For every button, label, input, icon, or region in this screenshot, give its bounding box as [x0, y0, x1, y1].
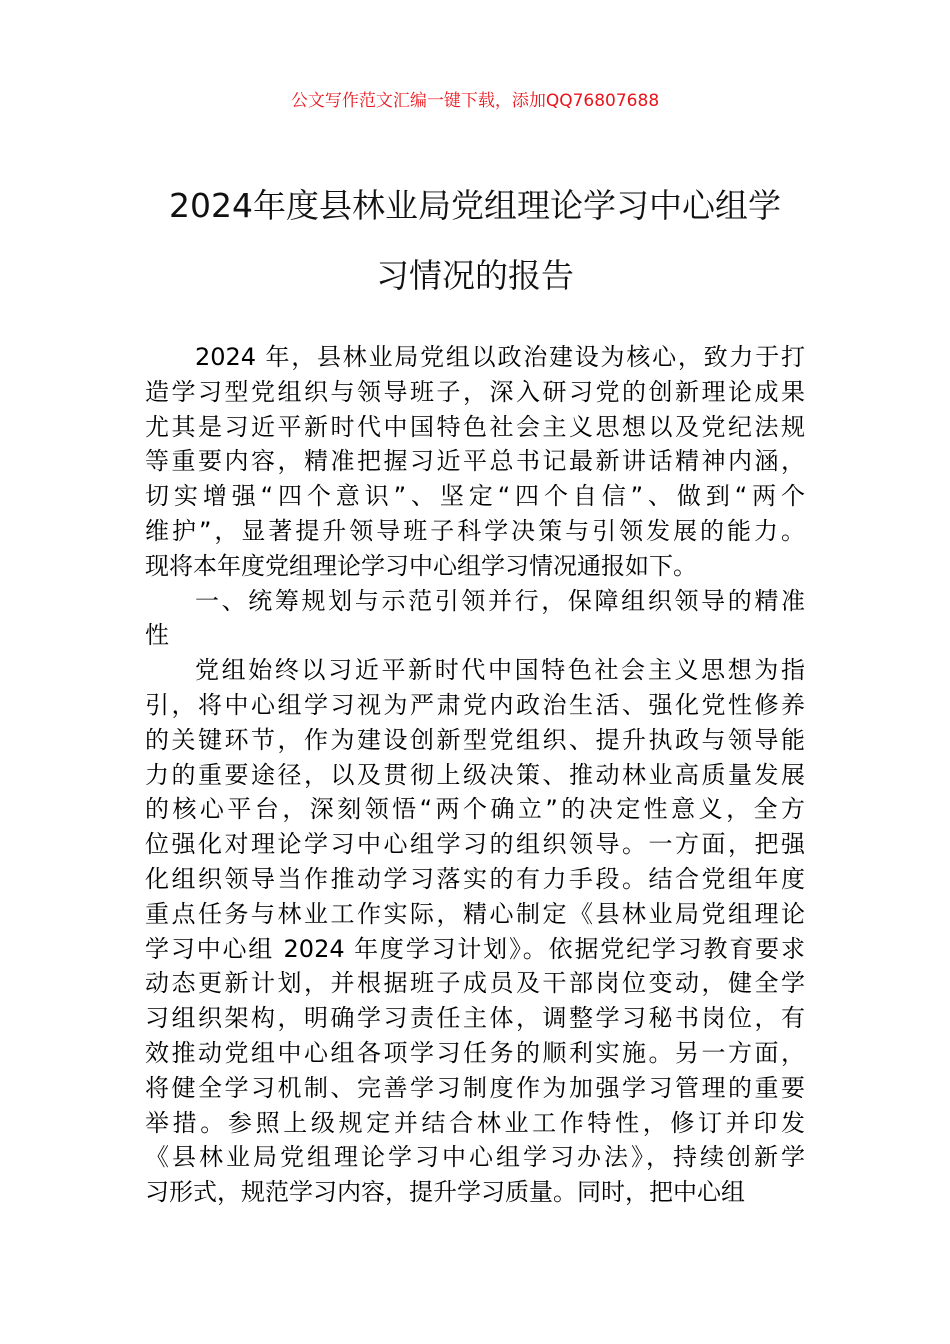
paragraph-line: 举措。参照上级规定并结合林业工作特性，修订并印发	[145, 1108, 805, 1137]
section-heading-line: 性	[145, 621, 169, 650]
document-body	[145, 340, 805, 1210]
paragraph-line: 等重要内容，精准把握习近平总书记最新讲话精神内涵，	[145, 447, 805, 476]
paragraph-line: 造学习型党组织与领导班子，深入研习党的创新理论成果	[145, 377, 805, 406]
paragraph-line: 尤其是习近平新时代中国特色社会主义思想以及党纪法规	[145, 412, 805, 441]
paragraph-line: 党组始终以习近平新时代中国特色社会主义思想为指	[195, 656, 805, 685]
section-heading-line: 一、统筹规划与示范引领并行，保障组织领导的精准	[195, 586, 805, 615]
paragraph-line: 习形式，规范学习内容，提升学习质量。同时，把中心组	[145, 1178, 745, 1207]
paragraph-line: 《县林业局党组理论学习中心组学习办法》，持续创新学	[145, 1143, 805, 1172]
paragraph-line: 重点任务与林业工作实际，精心制定《县林业局党组理论	[145, 899, 805, 928]
paragraph-line: 位强化对理论学习中心组学习的组织领导。一方面，把强	[145, 830, 805, 859]
paragraph-line: 化组织领导当作推动学习落实的有力手段。结合党组年度	[145, 864, 805, 893]
paragraph-line: 将健全学习机制、完善学习制度作为加强学习管理的重要	[145, 1073, 805, 1102]
document-title-line-1: 2024年度县林业局党组理论学习中心组学	[169, 186, 781, 225]
paragraph-line: 学习中心组 2024 年度学习计划》。依据党纪学习教育要求	[145, 934, 805, 963]
paragraph-line: 的核心平台，深刻领悟“两个确立”的决定性意义，全方	[145, 795, 805, 824]
document-title-line-2: 习情况的报告	[376, 256, 574, 295]
paragraph-line: 切实增强“四个意识”、坚定“四个自信”、做到“两个	[145, 482, 805, 511]
paragraph-line: 动态更新计划，并根据班子成员及干部岗位变动，健全学	[145, 969, 805, 998]
paragraph-line: 效推动党组中心组各项学习任务的顺利实施。另一方面，	[145, 1038, 805, 1067]
paragraph-line: 引，将中心组学习视为严肃党内政治生活、强化党性修养	[145, 690, 805, 719]
paragraph-line: 现将本年度党组理论学习中心组学习情况通报如下。	[145, 551, 697, 580]
download-banner: 公文写作范文汇编一键下载，添加QQ76807688	[290, 91, 660, 111]
paragraph-line: 2024 年，县林业局党组以政治建设为核心，致力于打	[195, 343, 805, 371]
paragraph-line: 维护”，显著提升领导班子科学决策与引领发展的能力。	[145, 516, 805, 545]
paragraph-line: 习组织架构，明确学习责任主体，调整学习秘书岗位，有	[145, 1004, 805, 1033]
paragraph-line: 的关键环节，作为建设创新型党组织、提升执政与领导能	[145, 725, 805, 754]
paragraph-line: 力的重要途径，以及贯彻上级决策、推动林业高质量发展	[145, 760, 805, 789]
